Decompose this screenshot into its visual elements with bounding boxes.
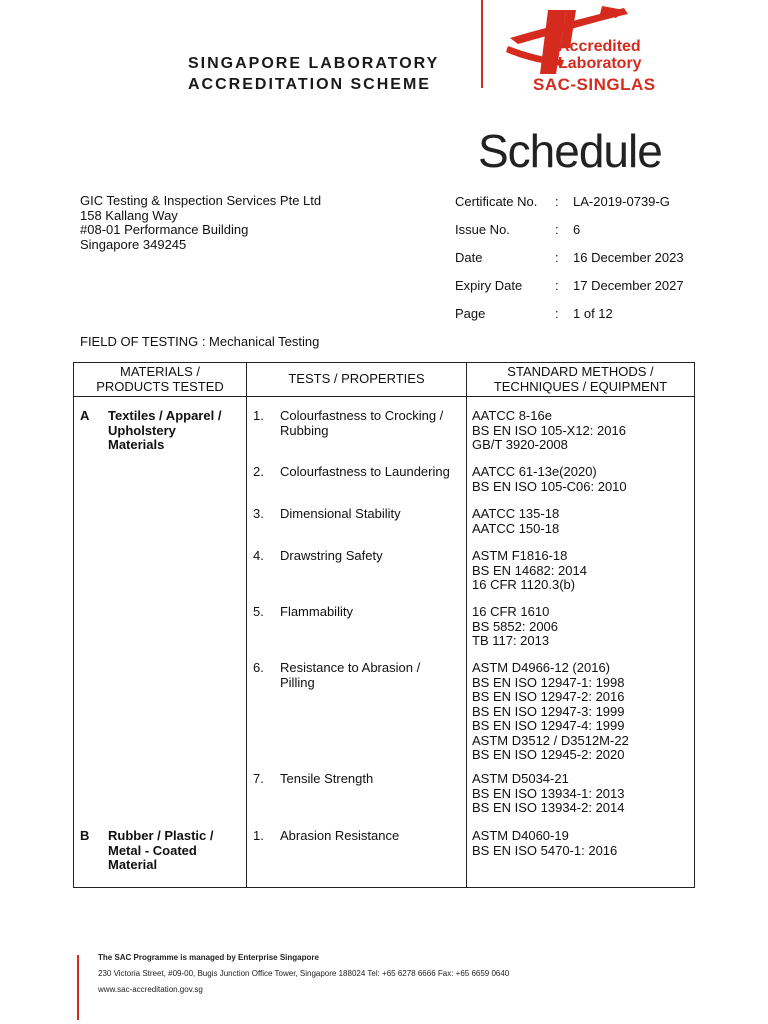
header-text: TESTS / PROPERTIES bbox=[288, 371, 425, 387]
info-key: Expiry Date bbox=[455, 278, 523, 293]
standard-line: BS EN ISO 105-X12: 2016 bbox=[472, 422, 626, 438]
standard-line: BS EN ISO 105-C06: 2010 bbox=[472, 478, 627, 494]
test-number: 2. bbox=[253, 464, 264, 479]
test-name-line: Resistance to Abrasion / bbox=[280, 660, 421, 675]
test-name bbox=[280, 465, 452, 480]
test-name-line: Colourfastness to Crocking / bbox=[280, 408, 444, 423]
header-text: MATERIALS / bbox=[120, 364, 200, 379]
info-row-certificate bbox=[455, 194, 684, 222]
logo-text bbox=[558, 38, 642, 72]
standard-line: ASTM D3512 / D3512M-22 bbox=[472, 732, 629, 748]
material-line: Textiles / Apparel / bbox=[108, 408, 222, 423]
standard-line: BS EN ISO 12947-2: 2016 bbox=[472, 689, 625, 704]
material-name bbox=[108, 829, 230, 873]
header-divider bbox=[481, 0, 483, 88]
test-number: 1. bbox=[253, 828, 264, 843]
scheme-name-line2: ACCREDITATION SCHEME bbox=[188, 76, 431, 93]
address-line: Singapore 349245 bbox=[80, 236, 187, 252]
test-number: 1. bbox=[253, 408, 264, 423]
standard-line: ASTM D5034-21 bbox=[472, 771, 569, 786]
address-line: #08-01 Performance Building bbox=[80, 222, 249, 237]
test-name bbox=[280, 409, 452, 438]
info-key: Page bbox=[455, 306, 486, 321]
test-name-line: Tensile Strength bbox=[280, 771, 374, 786]
logo-brand: SAC-SINGLAS bbox=[533, 75, 656, 94]
footer-address: 230 Victoria Street, #09-00, Bugis Junction Office Tower, Singapore 188024 Tel: +65 6278 6666 Fax: +65 6659 0640 bbox=[98, 969, 510, 978]
address-line: 158 Kallang Way bbox=[80, 207, 178, 223]
info-row-date bbox=[455, 250, 684, 278]
standards-group bbox=[472, 661, 629, 763]
info-key: Issue No. bbox=[455, 222, 510, 237]
test-item bbox=[253, 829, 452, 844]
material-line: Materials bbox=[108, 437, 165, 452]
test-name-line: Drawstring Safety bbox=[280, 548, 383, 563]
info-sep: : bbox=[555, 250, 559, 265]
certificate-info bbox=[455, 194, 684, 334]
footer-line1: The SAC Programme is managed by Enterprise Singapore bbox=[98, 953, 319, 962]
test-name-line: Pilling bbox=[280, 674, 315, 690]
material-line: Rubber / Plastic / bbox=[108, 828, 214, 843]
header-text: PRODUCTS TESTED bbox=[96, 378, 224, 394]
test-item bbox=[253, 772, 452, 787]
standards-group bbox=[472, 507, 559, 536]
address-line: GIC Testing & Inspection Services Pte Ltd bbox=[80, 193, 322, 208]
test-item bbox=[253, 507, 452, 522]
info-sep: : bbox=[555, 278, 559, 293]
standard-line: BS EN ISO 12947-1: 1998 bbox=[472, 674, 625, 690]
standard-line: BS 5852: 2006 bbox=[472, 618, 559, 634]
standard-line: ASTM D4060-19 bbox=[472, 828, 569, 843]
standards-group bbox=[472, 549, 587, 593]
material-letter: A bbox=[80, 408, 90, 423]
standard-line: BS EN ISO 13934-2: 2014 bbox=[472, 800, 625, 815]
address-block bbox=[80, 194, 321, 252]
scheme-name bbox=[188, 53, 439, 95]
tests-cell bbox=[247, 397, 467, 888]
info-key: Certificate No. bbox=[455, 194, 538, 209]
standard-line: 16 CFR 1120.3(b) bbox=[472, 577, 576, 592]
footer-divider bbox=[77, 955, 79, 1020]
info-key: Date bbox=[455, 250, 483, 265]
info-value: LA-2019-0739-G bbox=[573, 194, 670, 209]
table-header-row bbox=[74, 363, 695, 397]
standard-line: BS EN 14682: 2014 bbox=[472, 562, 587, 578]
standard-line: AATCC 150-18 bbox=[472, 520, 560, 536]
standards-cell bbox=[467, 397, 695, 888]
test-number: 6. bbox=[253, 660, 264, 675]
material-line: Material bbox=[108, 857, 158, 872]
standard-line: BS EN ISO 13934-1: 2013 bbox=[472, 785, 625, 801]
test-item bbox=[253, 549, 452, 564]
test-number: 3. bbox=[253, 506, 264, 521]
standards-group bbox=[472, 772, 624, 816]
standard-line: BS EN ISO 12947-3: 1999 bbox=[472, 703, 625, 719]
info-sep: : bbox=[555, 222, 559, 237]
logo-line2: Laboratory bbox=[558, 55, 642, 72]
material-name bbox=[108, 409, 230, 453]
footer-website-link[interactable]: www.sac-accreditation.gov.sg bbox=[98, 985, 203, 994]
info-value: 17 December 2027 bbox=[573, 278, 684, 293]
test-name bbox=[280, 605, 452, 620]
standard-line: AATCC 61-13e(2020) bbox=[472, 464, 597, 479]
standards-group bbox=[472, 465, 627, 494]
info-row-page bbox=[455, 306, 684, 334]
standard-line: AATCC 135-18 bbox=[472, 506, 560, 521]
test-item bbox=[253, 605, 452, 620]
test-name bbox=[280, 507, 452, 522]
standards-group bbox=[472, 829, 617, 858]
header-text: STANDARD METHODS / bbox=[507, 364, 654, 379]
page-title: Schedule bbox=[478, 125, 662, 177]
info-value: 16 December 2023 bbox=[573, 250, 684, 265]
test-name-line: Colourfastness to Laundering bbox=[280, 464, 450, 479]
info-value: 1 of 12 bbox=[573, 306, 613, 321]
standard-line: BS EN ISO 12947-4: 1999 bbox=[472, 718, 625, 733]
standard-line: ASTM F1816-18 bbox=[472, 548, 568, 563]
info-value: 6 bbox=[573, 222, 581, 237]
materials-cell bbox=[74, 397, 247, 888]
standard-line: TB 117: 2013 bbox=[472, 633, 550, 648]
test-number: 5. bbox=[253, 604, 264, 619]
test-item bbox=[253, 465, 452, 480]
header-materials bbox=[74, 363, 247, 397]
test-name bbox=[280, 829, 452, 844]
test-name-line: Flammability bbox=[280, 604, 353, 619]
footer bbox=[98, 950, 509, 998]
material-line: Metal - Coated bbox=[108, 842, 197, 858]
material-line: Upholstery bbox=[108, 422, 176, 438]
logo-line1: Accredited bbox=[558, 38, 641, 55]
standard-line: AATCC 8-16e bbox=[472, 408, 552, 423]
test-name-line: Abrasion Resistance bbox=[280, 828, 400, 843]
header-standards bbox=[467, 363, 695, 397]
test-item bbox=[253, 661, 452, 690]
header-tests bbox=[247, 363, 467, 397]
standard-line: BS EN ISO 5470-1: 2016 bbox=[472, 842, 618, 858]
info-row-issue bbox=[455, 222, 684, 250]
schedule-table bbox=[73, 362, 695, 888]
field-of-testing: FIELD OF TESTING : Mechanical Testing bbox=[80, 334, 320, 349]
test-name bbox=[280, 549, 452, 564]
material-letter: B bbox=[80, 828, 90, 843]
test-name bbox=[280, 772, 452, 787]
test-number: 4. bbox=[253, 548, 264, 563]
scheme-name-line1: SINGAPORE LABORATORY bbox=[188, 55, 440, 72]
standards-group bbox=[472, 605, 558, 649]
info-sep: : bbox=[555, 306, 559, 321]
test-name-line: Rubbing bbox=[280, 422, 329, 438]
test-name-line: Dimensional Stability bbox=[280, 506, 401, 521]
test-name bbox=[280, 661, 452, 690]
test-number: 7. bbox=[253, 771, 264, 786]
standards-group bbox=[472, 409, 626, 453]
standard-line: BS EN ISO 12945-2: 2020 bbox=[472, 747, 625, 762]
test-item bbox=[253, 409, 452, 438]
info-row-expiry bbox=[455, 278, 684, 306]
material-b bbox=[80, 829, 230, 873]
table-row bbox=[74, 397, 695, 888]
standard-line: ASTM D4966-12 (2016) bbox=[472, 660, 611, 675]
info-sep: : bbox=[555, 194, 559, 209]
header-text: TECHNIQUES / EQUIPMENT bbox=[493, 378, 668, 394]
standard-line: 16 CFR 1610 bbox=[472, 604, 550, 619]
material-a bbox=[80, 409, 230, 453]
standard-line: GB/T 3920-2008 bbox=[472, 437, 568, 452]
